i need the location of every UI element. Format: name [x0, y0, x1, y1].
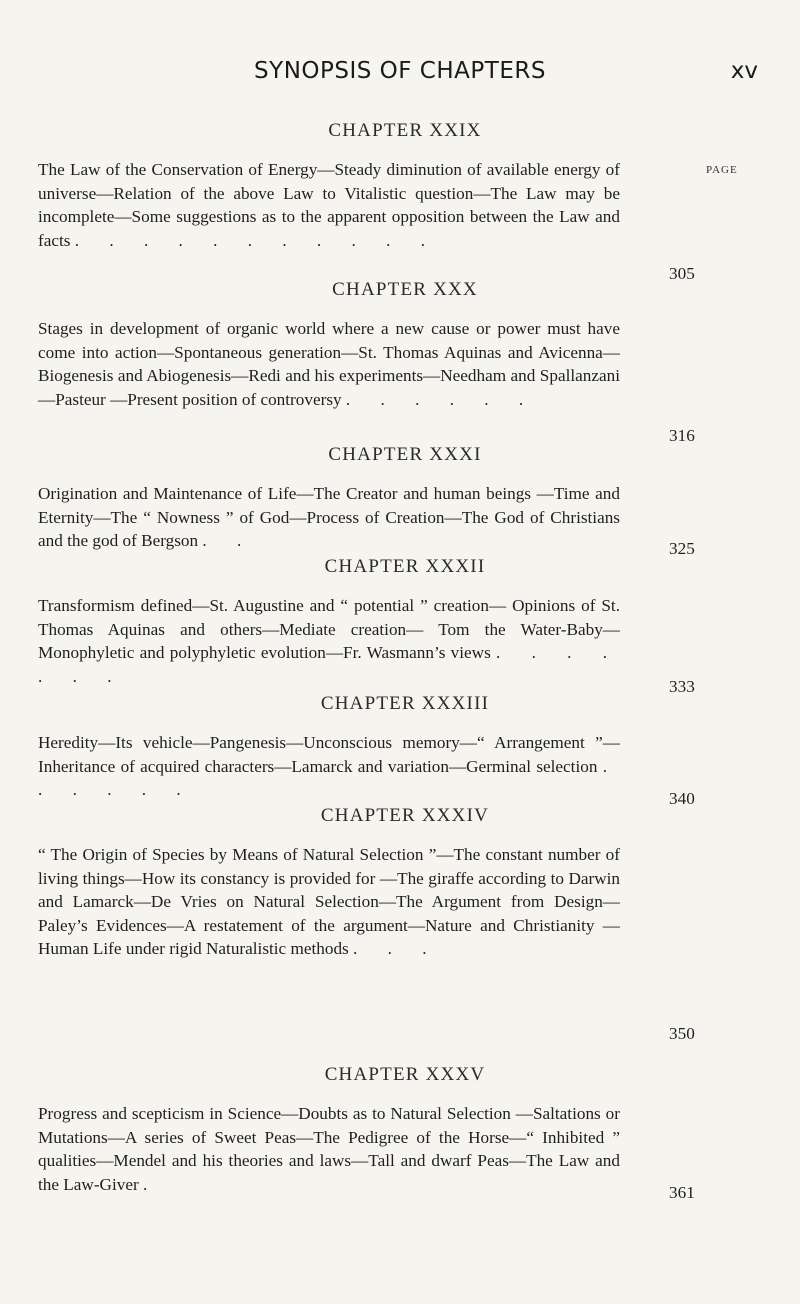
- page-reference: 316: [669, 426, 695, 445]
- chapter-summary-block: [38, 843, 620, 961]
- running-title: SYNOPSIS OF CHAPTERS: [254, 58, 546, 84]
- page-reference: 350: [669, 1024, 695, 1043]
- chapter-heading: CHAPTER XXIX: [328, 120, 482, 141]
- page-reference: 340: [669, 789, 695, 808]
- chapter-entry: [38, 552, 758, 688]
- chapter-heading: CHAPTER XXXIV: [320, 805, 490, 826]
- page-reference: 305: [669, 264, 695, 283]
- chapter-summary: Origination and Maintenance of Life—The Creator and human beings —Time and Eternity—The “ Nowness ” of God—Process of Creation—The God of Christians and the god of Bergson: [38, 484, 620, 550]
- dot-leader: .: [143, 1174, 161, 1194]
- page-reference: 325: [669, 539, 695, 558]
- chapter-entry: [38, 1060, 758, 1196]
- dot-leader: . . . . . . .: [38, 643, 621, 686]
- dot-leader: . .: [202, 531, 255, 550]
- chapter-entry: [38, 440, 758, 553]
- chapter-entry: [38, 801, 758, 961]
- chapter-summary-block: [38, 158, 620, 252]
- chapter-summary: Stages in development of organic world where a new cause or power must have come into action—Spontaneous generation—St. Thomas Aquinas and Avicenna—Biogenesis and Abiogenesis—Redi and his experiments—Needham and Spallanzani—Pasteur —Present position of controversy: [38, 319, 620, 409]
- chapter-summary-block: [38, 731, 620, 802]
- chapter-summary: “ The Origin of Species by Means of Natural Selection ”—The constant number of living things—How its constancy is provided for —The giraffe according to Darwin and Lamarck—De Vries on Natural Selection—The Argument from Design—Paley’s Evidences—A restatement of the argument—Nature and Christianity —Human Life under rigid Naturalistic methods: [38, 845, 620, 958]
- chapter-heading: CHAPTER XXXI: [328, 444, 482, 465]
- chapter-heading: CHAPTER XXXIII: [320, 693, 490, 714]
- dot-leader: . . .: [353, 939, 440, 958]
- chapter-summary: Transformism defined—St. Augustine and “ potential ” creation— Opinions of St. Thomas Aquinas and others—Mediate creation— Tom the Water-Baby—Monophyletic and polyphyletic evolution—Fr. Wasmann’s views: [38, 596, 620, 662]
- page-column-label: PAGE: [706, 164, 738, 176]
- page-folio: xv: [730, 58, 758, 84]
- chapter-summary: Progress and scepticism in Science—Doubts as to Natural Selection —Saltations or Mutations—A series of Sweet Peas—The Pedigree of the Horse—“ Inhibited ” qualities—Mendel and his theories and laws—Tall and dwarf Peas—The Law and the Law-Giver: [38, 1104, 620, 1194]
- chapter-heading: CHAPTER XXXV: [324, 1064, 486, 1085]
- chapter-summary: Heredity—Its vehicle—Pangenesis—Unconscious memory—“ Arrangement ”—Inheritance of acquired characters—Lamarck and variation—Germinal selection: [38, 733, 620, 776]
- dot-leader: . . . . . .: [38, 756, 620, 799]
- chapter-summary: The Law of the Conservation of Energy—Steady diminution of available energy of universe—Relation of the above Law to Vitalistic question—The Law may be incomplete—Some suggestions as to the apparent opposition between the Law and facts: [38, 160, 620, 250]
- running-head: [0, 58, 800, 98]
- chapter-heading: CHAPTER XXX: [332, 279, 478, 300]
- chapter-entry: [38, 116, 758, 252]
- chapter-summary-block: [38, 482, 620, 553]
- chapter-heading: CHAPTER XXXII: [324, 556, 486, 577]
- chapter-entry: [38, 689, 758, 802]
- chapter-summary-block: [38, 594, 620, 688]
- chapter-entry: [38, 275, 758, 411]
- chapter-summary-block: [38, 1102, 620, 1196]
- page-reference: 361: [669, 1183, 695, 1202]
- dot-leader: . . . . . . . . . . .: [74, 230, 438, 250]
- dot-leader: . . . . . .: [345, 389, 537, 409]
- page-reference: 333: [669, 677, 695, 696]
- chapter-summary-block: [38, 317, 620, 411]
